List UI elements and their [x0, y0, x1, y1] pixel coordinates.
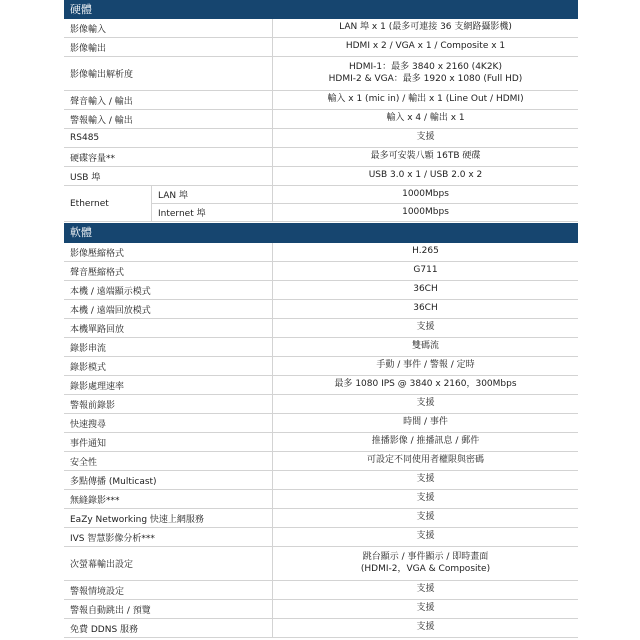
spec-value: HDMI x 2 / VGA x 1 / Composite x 1 [272, 38, 578, 57]
ethernet-label: Ethernet [64, 186, 152, 222]
ethernet-sub-value: 1000Mbps [272, 204, 578, 222]
spec-label: 快速搜尋 [64, 414, 272, 433]
spec-label: 次螢幕輸出設定 [64, 547, 272, 581]
spec-label: 多點傳播 (Multicast) [64, 471, 272, 490]
spec-label: 硬碟容量** [64, 148, 272, 167]
spec-label: 本機 / 遠端顯示模式 [64, 281, 272, 300]
spec-label: 錄影串流 [64, 338, 272, 357]
spec-value: 支援 [272, 471, 578, 490]
spec-value: 雙碼流 [272, 338, 578, 357]
spec-label: 影像輸出解析度 [64, 57, 272, 91]
software-section-header: 軟體 [64, 223, 578, 243]
spec-label: 錄影模式 [64, 357, 272, 376]
spec-value: 時間 / 事件 [272, 414, 578, 433]
spec-label: EaZy Networking 快速上網服務 [64, 509, 272, 528]
ethernet-sub-label: Internet 埠 [152, 204, 272, 222]
spec-label: 本機 / 遠端回放模式 [64, 300, 272, 319]
spec-value: 推播影像 / 推播訊息 / 郵件 [272, 433, 578, 452]
ethernet-sub-value: 1000Mbps [272, 186, 578, 204]
spec-label: 警報輸入 / 輸出 [64, 110, 272, 129]
spec-label: 本機單路回放 [64, 319, 272, 338]
spec-sheet [64, 0, 578, 640]
spec-value: HDMI-1：最多 3840 x 2160 (4K2K) HDMI-2 & VGA：最多 1920 x 1080 (Full HD) [272, 57, 578, 91]
spec-label: USB 埠 [64, 167, 272, 186]
spec-value: 支援 [272, 129, 578, 148]
spec-label: 警報自動跳出 / 預覽 [64, 600, 272, 619]
spec-value: 支援 [272, 619, 578, 638]
spec-label: 警報前錄影 [64, 395, 272, 414]
spec-value: H.265 [272, 243, 578, 262]
spec-label: 影像輸入 [64, 19, 272, 38]
spec-value: 支援 [272, 600, 578, 619]
spec-value: 支援 [272, 319, 578, 338]
spec-value: 輸入 x 4 / 輸出 x 1 [272, 110, 578, 129]
spec-value: G711 [272, 262, 578, 281]
spec-value: 支援 [272, 490, 578, 509]
spec-value: 支援 [272, 528, 578, 547]
spec-label: RS485 [64, 129, 272, 148]
spec-value: 支援 [272, 581, 578, 600]
spec-value: 最多可安裝八顆 16TB 硬碟 [272, 148, 578, 167]
spec-value: 最多 1080 IPS @ 3840 x 2160，300Mbps [272, 376, 578, 395]
spec-value: 手動 / 事件 / 警報 / 定時 [272, 357, 578, 376]
spec-value: 跳台顯示 / 事件顯示 / 即時畫面 (HDMI-2，VGA & Composite) [272, 547, 578, 581]
spec-label: 免費 DDNS 服務 [64, 619, 272, 638]
spec-value: 支援 [272, 395, 578, 414]
spec-label: 警報情境設定 [64, 581, 272, 600]
spec-value: 輸入 x 1 (mic in) / 輸出 x 1 (Line Out / HDMI) [272, 91, 578, 110]
hardware-section-header: 硬體 [64, 0, 578, 19]
spec-value: USB 3.0 x 1 / USB 2.0 x 2 [272, 167, 578, 186]
spec-value: 支援 [272, 509, 578, 528]
spec-label: 事件通知 [64, 433, 272, 452]
spec-label: 錄影處理速率 [64, 376, 272, 395]
spec-label: 影像壓縮格式 [64, 243, 272, 262]
spec-label: 無縫錄影*** [64, 490, 272, 509]
spec-value: 可設定不同使用者權限與密碼 [272, 452, 578, 471]
spec-value: 36CH [272, 300, 578, 319]
spec-label: 安全性 [64, 452, 272, 471]
spec-label: IVS 智慧影像分析*** [64, 528, 272, 547]
spec-label: 聲音輸入 / 輸出 [64, 91, 272, 110]
spec-value: 36CH [272, 281, 578, 300]
spec-label: 影像輸出 [64, 38, 272, 57]
spec-value: LAN 埠 x 1 (最多可連接 36 支網路攝影機) [272, 19, 578, 38]
spec-label: 聲音壓縮格式 [64, 262, 272, 281]
ethernet-sub-label: LAN 埠 [152, 186, 272, 204]
